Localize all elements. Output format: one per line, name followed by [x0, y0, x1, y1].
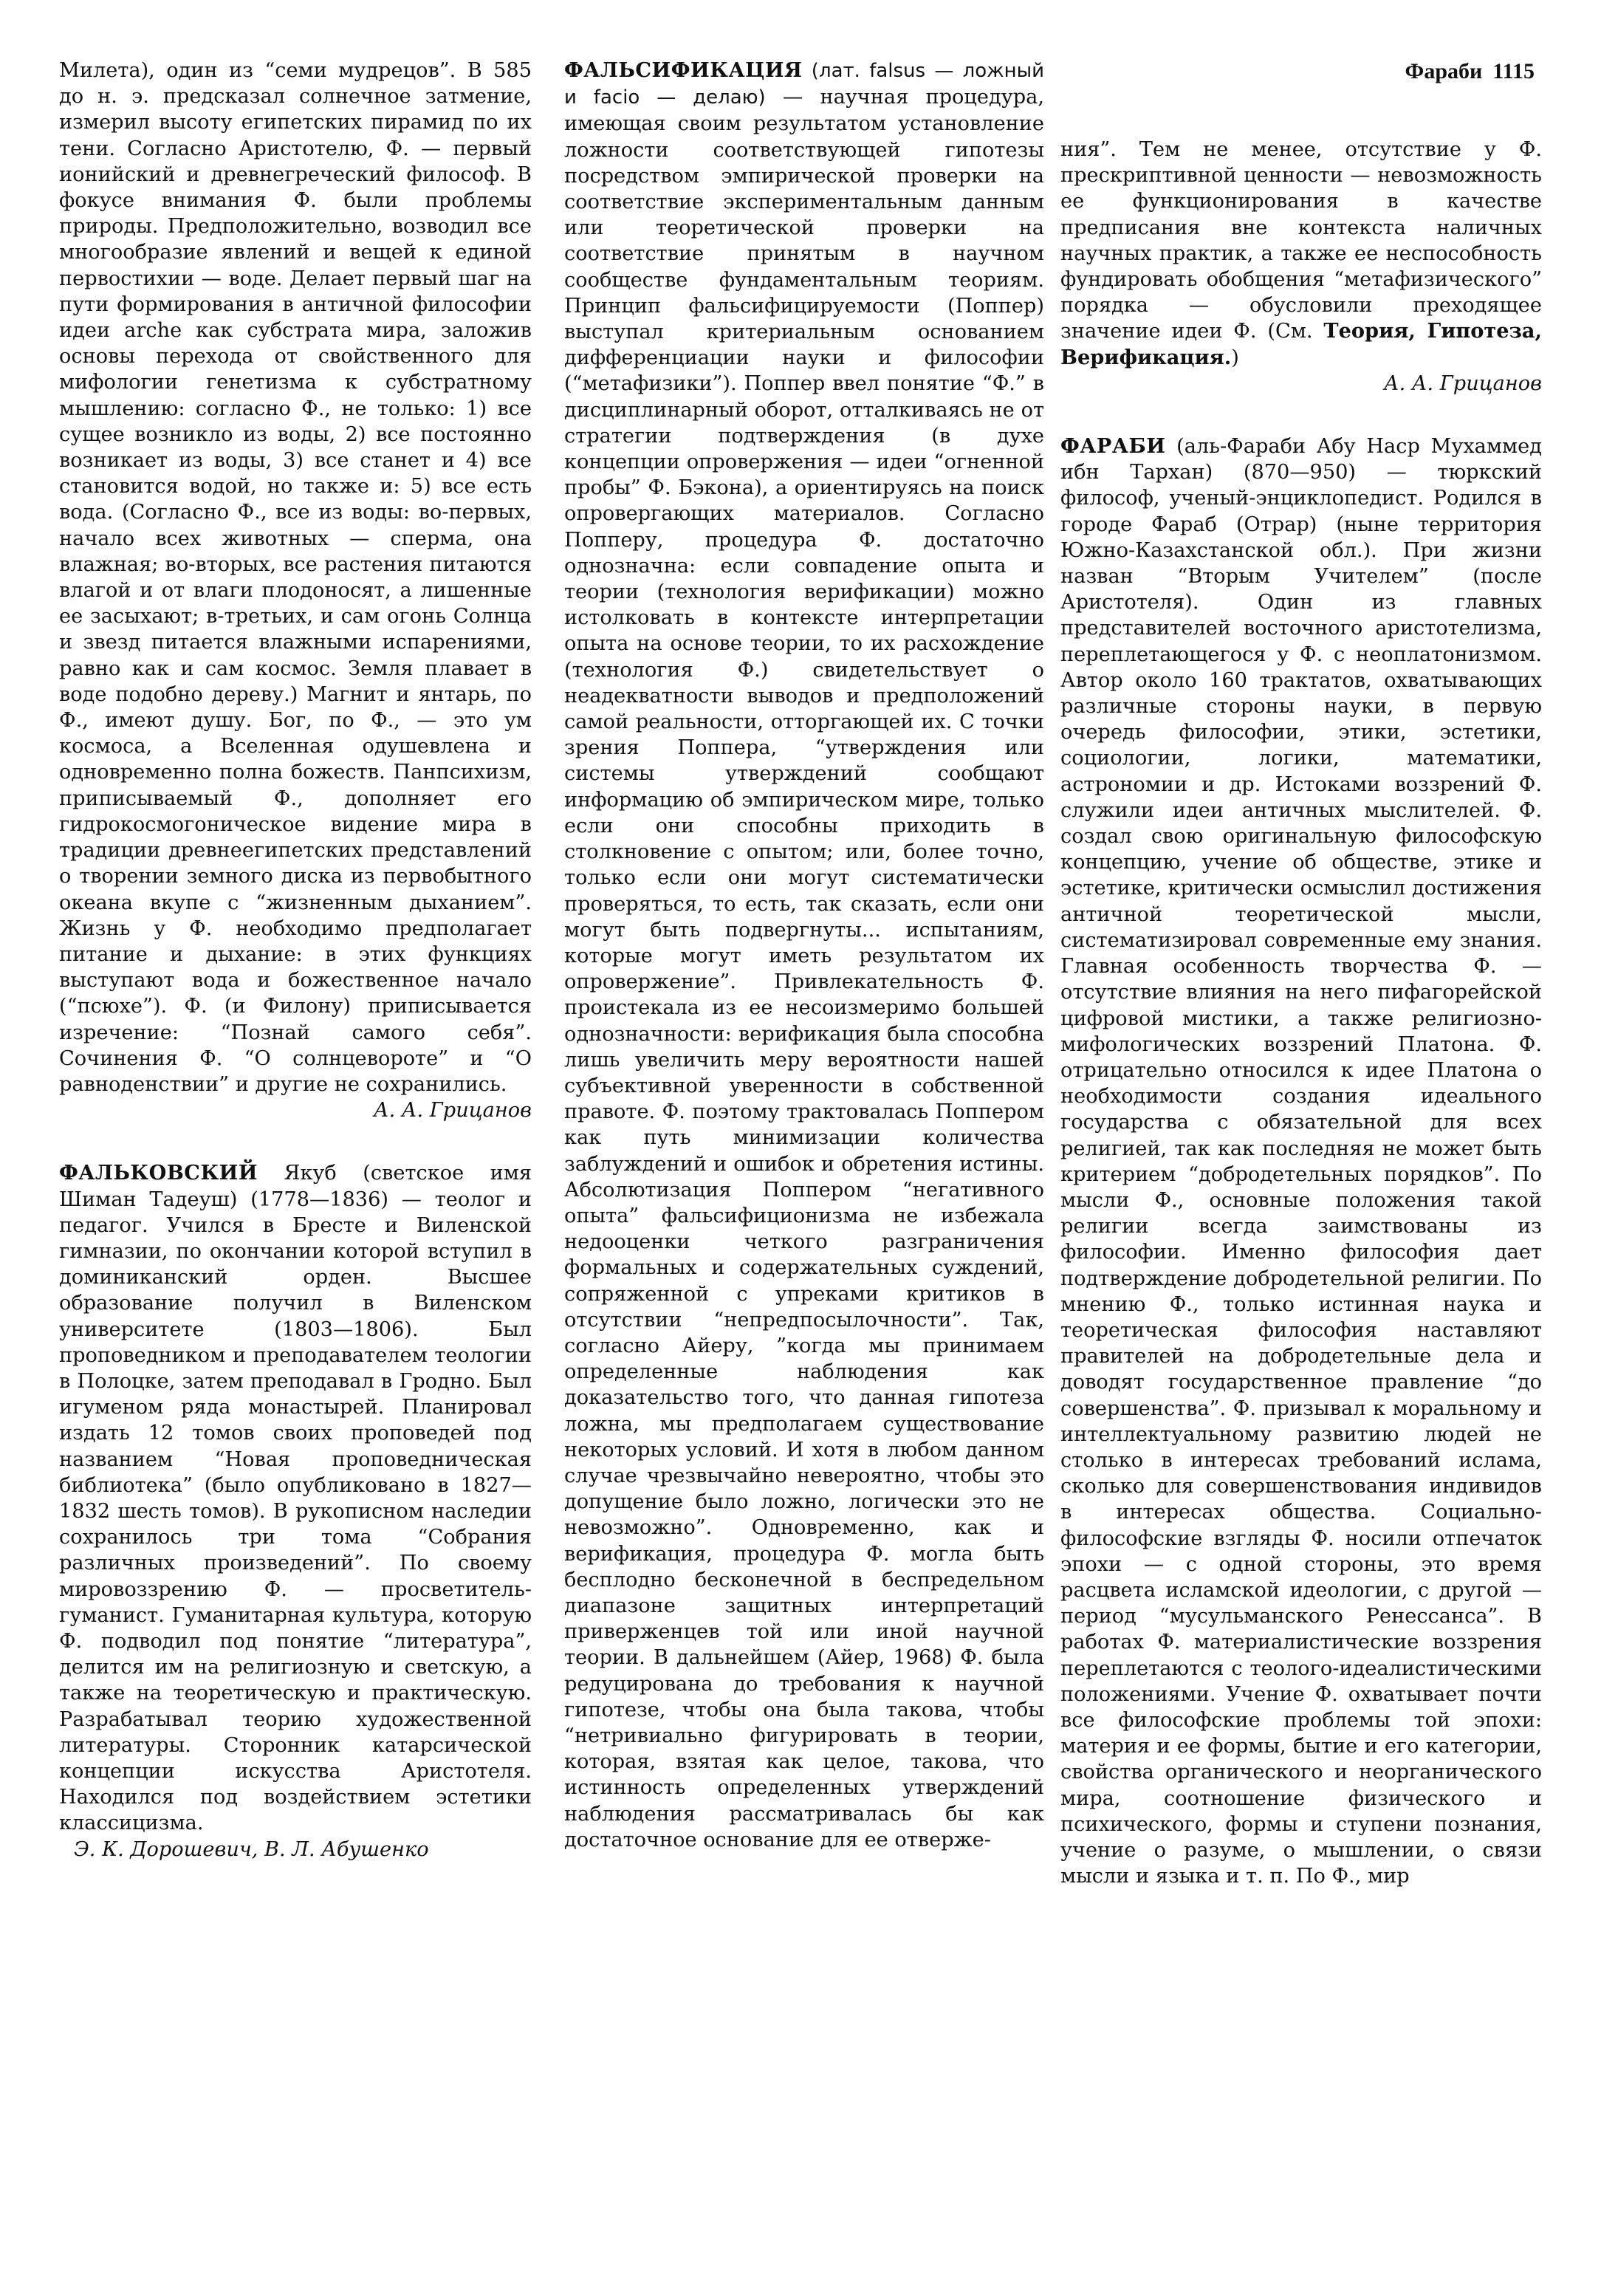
entry-author: А. А. Грицанов — [374, 1099, 532, 1123]
entry-text: Якуб (светское имя Шиман Тадеуш) (1778—1836) — теолог и педагог. Учился в Бресте и Виленской гимназии, по окончании которой вступил в доминиканский орден. Высшее образование получил в Виленском университете (1803—1806). Был проповедником и преподавателем теологии в Полоцке, затем преподавал в Гродно. Был игуменом ряда монастырей. Планировал издать 12 томов своих проповедей под названием “Новая проповедническая библиотека” (было опубликовано в 1827—1832 шесть томов). В рукописном наследии сохранилось три тома “Собрания различных произведений”. По своему мировоззрению Ф. — просветитель-гуманист. Гуманитарная культура, которую Ф. подводил под понятие “литература”, делится им на религиозную и светскую, а также на теоретическую и практическую. Разрабатывал теорию художественной литературы. Сторонник катарсической концепции искусства Аристотеля. Находился под воздействием эстетики классицизма. — [59, 1162, 532, 1835]
entry-headword: ФАЛЬСИФИКАЦИЯ — [564, 58, 803, 82]
entry-falsification — [564, 58, 1044, 1853]
column-middle — [564, 58, 1044, 1853]
entry-headword: ФАРАБИ — [1060, 434, 1166, 459]
entry-text: (аль-Фараби Абу Наср Мухаммед ибн Тархан) (870—950) — тюркский философ, ученый-энциклопедист. Родился в городе Фараб (Отрар) (ныне территория Южно-Казахстанской обл.). При жизни назван “Вторым Учителем” (после Аристотеля). Один из главных представителей восточного аристотелизма, переплетающегося у Ф. с неоплатонизмом. Автор около 160 трактатов, охватывающих различные стороны науки, в первую очередь философии, этики, эстетики, социологии, логики, математики, астрономии и др. Истоками воззрений Ф. служили идеи античных мыслителей. Ф. создал свою оригинальную философскую концепцию, учение об обществе, этике и эстетике, критически осмыслил достижения античной теоретической мысли, систематизировал современные ему знания. Главная особенность творчества Ф. — отсутствие влияния на него пифагорейской цифровой мистики, а также религиозно-мифологических воззрений Платона. Ф. отрицательно относился к идее Платона о необходимости создания идеального государства с обязательной для всех религией, так как последняя не может быть критерием “добродетельных порядков”. По мысли Ф., основные положения такой религии всегда заимствованы из философии. Именно философия дает подтверждение добродетельной религии. По мнению Ф., только истинная наука и теоретическая философия наставляют правителей на добродетельные дела и доводят государственное правление “до совершенства”. Ф. призывал к моральному и интеллектуальному развитию людей не столько в интересах требований ислама, сколько для совершенствования индивидов в интересах общества. Социально-философские взгляды Ф. носили отпечаток эпохи — с одной стороны, это время расцвета исламской идеологии, с другой — период “мусульманского Ренессанса”. В работах Ф. материалистические воззрения переплетаются с теолого-идеалистическими положениями. Учение Ф. охватывает почти все философские проблемы той эпохи: материя и ее формы, бытие и его категории, свойства органического и неорганического мира, соотношение физического и психического, формы и ступени познания, учение о разуме, о мышлении, о связи мысли и языка и т. п. По Ф., мир — [1060, 435, 1542, 1888]
entry-body — [1060, 137, 1542, 371]
entry-headword: ФАЛЬКОВСКИЙ — [59, 1161, 258, 1185]
entry-falkovsky — [59, 1160, 532, 1862]
running-header — [1395, 59, 1535, 84]
entry-body — [59, 1160, 532, 1836]
entry-thales-continuation — [59, 58, 532, 1123]
entry-farabi — [1060, 434, 1542, 1889]
entry-body — [564, 58, 1044, 1853]
column-right — [1060, 137, 1542, 1889]
entry-falsification-continuation — [1060, 137, 1542, 397]
entry-text-end: ) — [1231, 346, 1239, 369]
see-also-references: Теория, Гипотеза, Верификация. — [1060, 319, 1542, 369]
entry-author: Э. К. Дорошевич, В. Л. Абушенко — [74, 1837, 429, 1861]
entry-text: ния”. Тем не менее, отсутствие у Ф. прескриптивной ценности — невозможность ее функционирования в качестве предписания вне контекста наличных научных практик, а также ее неспособность фундировать обобщения “метафизического” порядка — обусловили преходящее значение идеи Ф. (См. — [1060, 138, 1542, 343]
entry-etymology: (лат. falsus — ложный и facio — делаю) — [564, 60, 1044, 109]
column-left — [59, 58, 532, 1862]
running-header-title: Фараби — [1405, 59, 1483, 83]
page-number: 1115 — [1492, 59, 1535, 83]
entry-text: Милета), один из “семи мудрецов”. В 585 до н. э. предсказал солнечное затмение, измерил высоту египетских пирамид по их тени. Согласно Аристотелю, Ф. — первый ионийский и древнегреческий философ. В фокусе внимания Ф. были проблемы природы. Предположительно, возводил все многообразие явлений и вещей к единой первостихии — воде. Делает первый шаг на пути формирования в античной философии идеи arche как субстрата мира, заложив основы перехода от свойственного для мифологии генетизма к субстратному мышлению: согласно Ф., не только: 1) все сущее возникло из воды, 2) все постоянно возникает из воды, 3) все станет и 4) все становится водой, но также и: 5) все есть вода. (Согласно Ф., все из воды: во-первых, начало всех животных — сперма, она влажная; во-вторых, все растения питаются влагой и от влаги плодоносят, а лишенные ее засыхают; в-третьих, и сам огонь Солнца и звезд питается влажными испарениями, равно как и сам космос. Земля плавает в воде подобно дереву.) Магнит и янтарь, по Ф., имеют душу. Бог, по Ф., — это ум космоса, а Вселенная одушевлена и одновременно полна божеств. Панпсихизм, приписываемый Ф., дополняет его гидрокосмогоническое видение мира в традиции древнеегипетских представлений о творении земного диска из первобытного океана вкупе с “жизненным дыханием”. Жизнь у Ф. необходимо предполагает питание и дыхание: в этих функциях выступают вода и божественное начало (“псюхе”). Ф. (и Филону) приписывается изречение: “Познай самого себя”. Сочинения Ф. “О солнцевороте” и “О равноденствии” и другие не сохранились. — [59, 59, 532, 1096]
entry-author: А. А. Грицанов — [1384, 371, 1542, 395]
entry-text: — научная процедура, имеющая своим результатом установление ложности соответствующей гипотезы посредством эмпирической проверки на соответствие экспериментальным данным или теоретической проверки на соответствие принятым в научном сообществе фундаментальным теориям. Принцип фальсифицируемости (Поппер) выступал критериальным основанием дифференциации науки и философии (“метафизики”). Поппер ввел понятие “Ф.” в дисциплинарный оборот, отталкиваясь не от стратегии подтверждения (в духе концепции опровержения — идеи “огненной пробы” Ф. Бэкона), а ориентируясь на поиск опровергающих материалов. Согласно Попперу, процедура Ф. достаточно однозначна: если совпадение опыта и теории (технология верификации) можно истолковать в контексте интерпретации опыта на основе теории, то их расхождение (технология Ф.) свидетельствует о неадекватности выводов и предположений самой реальности, отторгающей их. С точки зрения Поппера, “утверждения или системы утверждений сообщают информацию об эмпирическом мире, только если они способны приходить в столкновение с опытом; или, более точно, только если они могут систематически проверяться, то есть, так сказать, если они могут быть подвергнуты... испытаниям, которые могут иметь результатом их опровержение”. Привлекательность Ф. проистекала из ее несоизмеримо большей однозначности: верификация была способна лишь увеличить меру вероятности нашей субъективной уверенности в собственной правоте. Ф. поэтому трактовалась Поппером как путь минимизации количества заблуждений и ошибок и обретения истины. Абсолютизация Поппером “негативного опыта” фальсифиционизма не избежала недооценки четкого разграничения формальных и содержательных суждений, сопряженной с упреками критиков в отсутствии “непредпосылочности”. Так, согласно Айеру, ”когда мы принимаем определенные наблюдения как доказательство того, что данная гипотеза ложна, мы предполагаем существование некоторых условий. И хотя в любом данном случае чрезвычайно невероятно, чтобы это допущение было ложно, логически это не невозможно”. Одновременно, как и верификация, процедура Ф. могла быть бесплодно бесконечной в беспредельном диапазоне защитных интерпретаций приверженцев той или иной научной теории. В дальнейшем (Айер, 1968) Ф. была редуцирована до требования к научной гипотезе, чтобы она была такова, чтобы “нетривиально фигурировать в теории, которая, взятая как целое, такова, что истинность определенных утверждений наблюдения рассматривалась бы как достаточное основание для ее отверже- — [564, 86, 1044, 1851]
entry-body — [1060, 434, 1542, 1889]
